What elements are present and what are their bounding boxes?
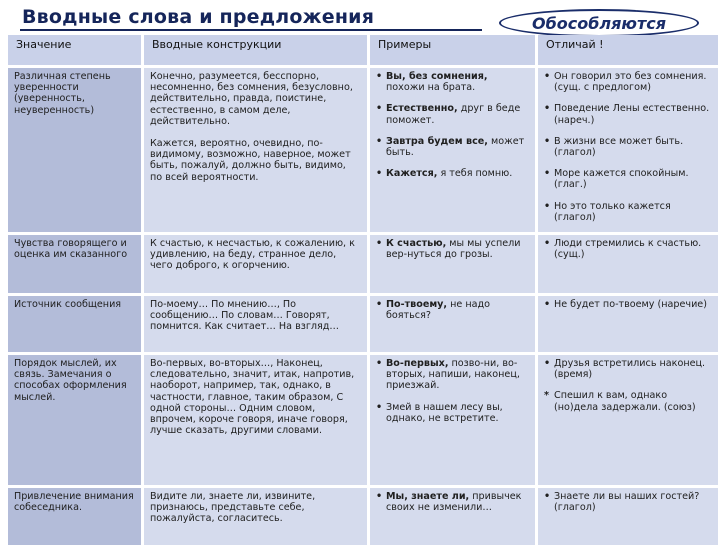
header-constructions: Вводные конструкции xyxy=(144,35,367,65)
example-item: • Завтра будем все, может быть. xyxy=(376,135,525,159)
distinguish-cell xyxy=(538,235,718,293)
intro-words-table xyxy=(8,35,712,535)
title-underline xyxy=(20,29,482,31)
meaning-cell: Источник сообщения xyxy=(8,296,141,352)
examples-cell xyxy=(370,296,535,352)
examples-cell xyxy=(370,235,535,293)
header-meaning: Значение xyxy=(8,35,141,65)
example-item: • Во-первых, позво-ни, во-вторых, напиши, наконец, приезжай. xyxy=(376,358,520,392)
meaning-cell: Порядок мыслей, их связь. Замечания о способах оформления мыслей. xyxy=(8,355,141,485)
constructions-text: Конечно, разумеется, бесспорно, несомненно, без сомнения, безусловно, действительно, правда, поистине, естественно, в самом деле, действительно. xyxy=(150,71,353,127)
distinguish-item: • Но это только кажется (глагол) xyxy=(544,200,671,223)
examples-cell xyxy=(370,355,535,485)
constructions-cell: К счастью, к несчастью, к сожалению, к удивлению, на беду, странное дело, чего доброго, к огорчению. xyxy=(144,235,367,293)
examples-cell xyxy=(370,488,535,545)
meaning-cell: Различная степень уверенности (уверенность, неуверенность) xyxy=(8,68,141,232)
example-item: • Кажется, я тебя помню. xyxy=(376,168,513,180)
example-item: • Естественно, друг в беде поможет. xyxy=(376,103,521,126)
meaning-cell: Привлечение внимания собеседника. xyxy=(8,488,141,545)
distinguish-item: • Знаете ли вы наших гостей? (глагол) xyxy=(544,491,700,514)
distinguish-cell xyxy=(538,296,718,352)
distinguish-item: • Он говорил это без сомнения. (сущ. с предлогом) xyxy=(544,71,707,94)
constructions-cell: Видите ли, знаете ли, извините, признаюсь, представьте себе, пожалуйста, согласитесь. xyxy=(144,488,367,545)
example-item: • Мы, знаете ли, привычек своих не изменили… xyxy=(376,491,522,514)
distinguish-cell xyxy=(538,68,718,232)
examples-cell xyxy=(370,68,535,232)
distinguish-item: • В жизни все может быть. (глагол) xyxy=(544,135,684,159)
example-item: • Змей в нашем лесу вы, однако, не встретите. xyxy=(376,401,503,424)
header-distinguish: Отличай ! xyxy=(538,35,718,65)
distinguish-item: • Люди стремились к счастью. (сущ.) xyxy=(544,238,702,261)
constructions-cell: По-моему… По мнению…, По сообщению… По словам… Говорят, помнится. Как считает… На взгляд… xyxy=(144,296,367,352)
distinguish-item: • Море кажется спокойным. (глаг.) xyxy=(544,168,689,191)
example-item: • По-твоему, не надо бояться? xyxy=(376,299,491,322)
example-item: • Вы, без сомнения, похожи на брата. xyxy=(376,71,488,94)
meaning-cell: Чувства говорящего и оценка им сказанного xyxy=(8,235,141,293)
constructions-text: Кажется, вероятно, очевидно, по-видимому, возможно, наверное, может быть, пожалуй, должно быть, видимо, по всей вероятности. xyxy=(150,138,351,183)
constructions-cell: Во-первых, во-вторых…, Наконец, следовательно, значит, итак, напротив, наоборот, например, так, однако, в частности, главное, таким образом, С одной стороны… Одним словом, впрочем, короче говоря, иначе говоря, лучше сказать, другими словами. xyxy=(144,355,367,485)
distinguish-item: • Не будет по-твоему (наречие) xyxy=(544,299,707,310)
distinguish-item: * Спешил к вам, однако (но)дела задержали. (союз) xyxy=(544,390,696,413)
example-item: • К счастью, мы мы успели вер-нуться до грозы. xyxy=(376,238,521,261)
obosoblyayutsya-badge: Обособляются xyxy=(499,9,699,37)
distinguish-cell xyxy=(538,355,718,485)
header-examples: Примеры xyxy=(370,35,535,65)
page-title: Вводные слова и предложения xyxy=(22,6,375,28)
distinguish-item: • Поведение Лены естественно.(нареч.) xyxy=(544,103,710,126)
distinguish-item: • Друзья встретились наконец. (время) xyxy=(544,358,706,381)
distinguish-cell xyxy=(538,488,718,545)
constructions-cell xyxy=(144,68,367,232)
